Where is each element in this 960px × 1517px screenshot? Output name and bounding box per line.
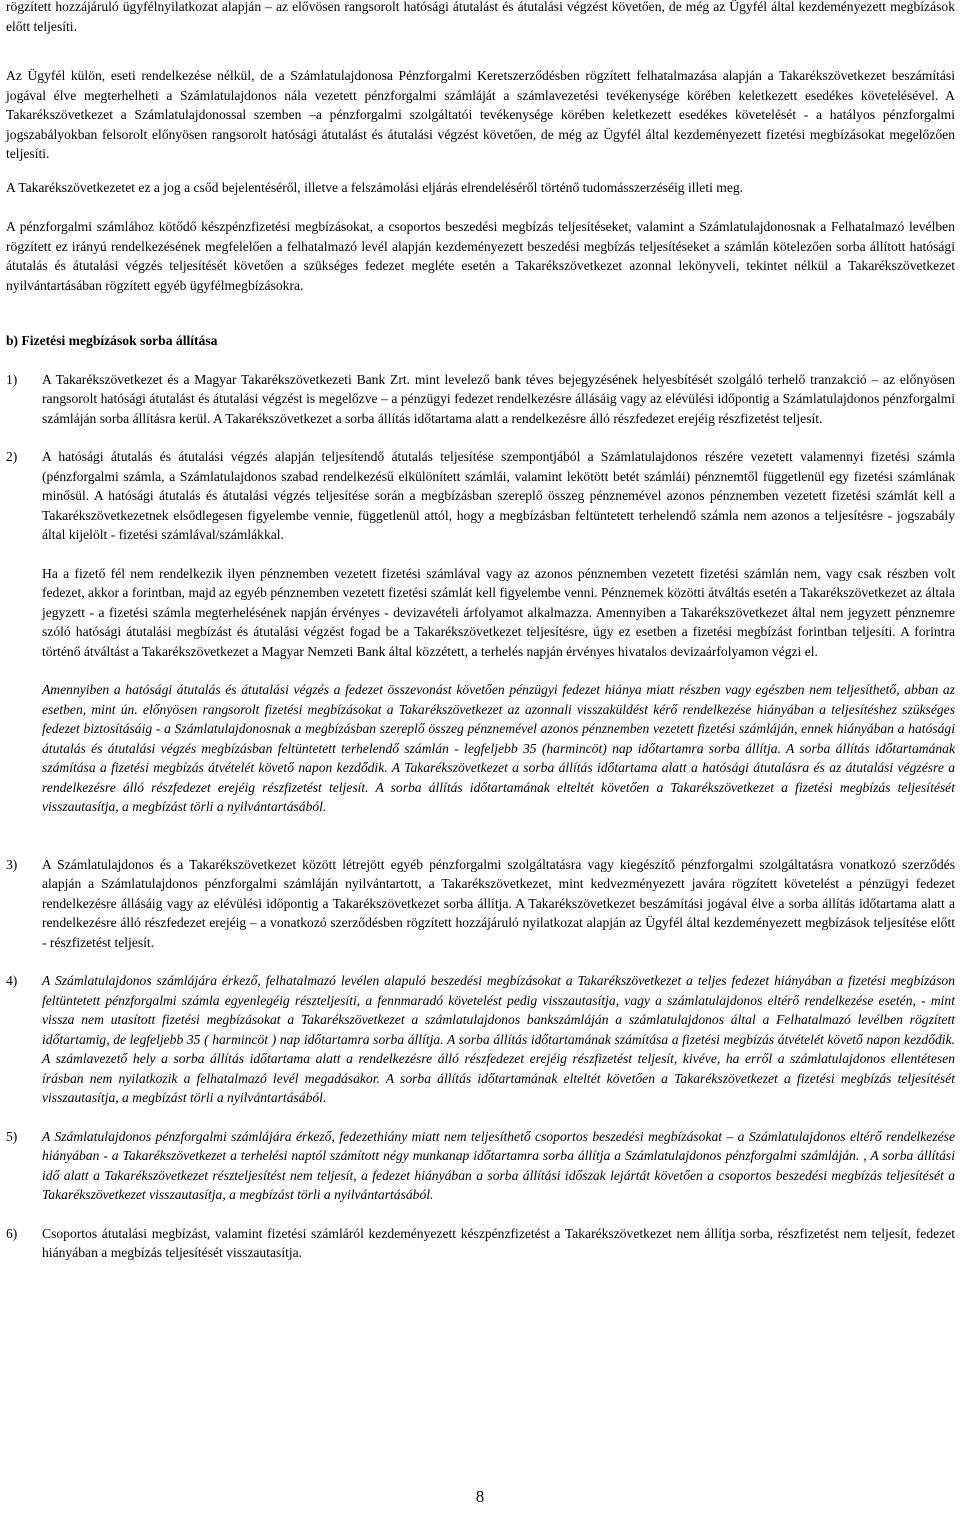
intro-continuation: rögzített hozzájáruló ügyfélnyilatkozat alapján – az elővösen rangsorolt hatósági átutalást és átutalási végzést követően, de még az Ügyfél által kezdeményezett megbízások előtt teljesíti. <box>6 0 955 34</box>
list-item-5 <box>6 1127 955 1205</box>
list-number: 4) <box>6 973 18 988</box>
list-text: A Számlatulajdonos számlájára érkező, felhatalmazó levélen alapuló beszedési megbízásokat a Takarékszövetkezet a teljes fedezet hiányában a fizetési megbízáson feltüntetett pénzforgalmi számla egyenlegéig részteljesíti, a fennmaradó követelést pedig visszautasítja, vagy a számlatulajdonos eltérő rendelkezése esetén, - mint vissza nem utasított fizetési megbízásokat a Takarékszövetkezet a számlatulajdonos bankszámláján a számlatulajdonos által a Felhatalmazó levélben rögzített időtartamig, de legfeljebb 35 ( harmincöt ) nap időtartamra sorba állítja. A sorba állítás időtartamának számítása a fizetési megbízás átvételét követő napon kezdődik. A számlavezető hely a sorba állítás időtartama alatt a rendelkezésre álló részfedezet erejéig részfizetést teljesít, kivéve, ha erről a számlatulajdonos ellentétesen írásban nem nyilatkozik a felhatalmazó levél megadásakor. A sorba állítás időtartamának elteltét követően a Takarékszövetkezet a fizetési megbízás teljesítését visszautasítja, a megbízást törli a nyilvántartásából. <box>42 973 955 1105</box>
list-number: 1) <box>6 371 18 387</box>
document-page <box>6 0 955 1263</box>
list-text: A Számlatulajdonos és a Takarékszövetkezet között létrejött egyéb pénzforgalmi szolgáltatásra vagy kiegészítő pénzforgalmi szolgáltatásra vonatkozó szerződés alapján a Számlatulajdonos pénzforgalmi számláján nyilvántartott, a Takarékszövetkezet, mint kedvezményezett javára rögzített követelést a pénzügyi fedezet rendelkezésre állásáig vagy az elévülési időpontig a Takarékszövetkezet sorba állítja. A Takarékszövetkezet beszámítási jogával élve a sorba állítás időtartama alatt a rendelkezésre álló részfedezet erejéig – a vonatkozó szerződésben rögzített hozzájáruló nyilatkozat alapján az Ügyfél által kezdeményezett megbízások teljesítése előtt - részfizetést teljesít. <box>42 856 955 950</box>
list-item-3 <box>6 855 955 953</box>
list-item-2-paragraph: Ha a fizető fél nem rendelkezik ilyen pénznemben vezetett fizetési számlával vagy az azonos pénznemben vezetett fizetési számlán nem, vagy csak részben volt fedezet, akkor a forintban, majd az egyéb pénznemben vezetett fizetési számlát kell figyelembe venni. Pénznemek közötti átváltás esetén a Takarékszövetkezet az általa jegyzett - a fizetési számla megterhelésének napján érvényes - devizavételi árfolyamot alkalmazza. Amennyiben a Takarékszövetkezet által nem jegyzett pénznemre szóló hatósági átutalási megbízást és átutalási végzést fogad be a Takarékszövetkezet teljesítésre, úgy ez esetben a fizetési megbízást forintban teljesíti. A forintra történő átváltást a Takarékszövetkezet a Magyar Nemzeti Bank által közzétett, a terhelés napján érvényes hivatalos devizaárfolyamon végzi el. <box>42 565 955 659</box>
list-item-2 <box>6 447 955 545</box>
list-text: A Takarékszövetkezet és a Magyar Takarékszövetkezeti Bank Zrt. mint levelező bank téves bejegyzésének helyesbítését szolgáló terhelő tranzakció – az előnyösen rangsorolt hatósági átutalást és átutalási végzést is megelőzve – a pénzügyi fedezet rendelkezésre állásáig vagy az elévülési időpontig a Számlatulajdonos pénzforgalmi számláján sorba állításra kerül. A Takarékszövetkezet a sorba állítás időtartama alatt a rendelkezésre álló részfedezet erejéig részfizetést teljesít. <box>42 371 955 426</box>
paragraph-bankruptcy: A Takarékszövetkezetet ez a jog a csőd bejelentéséről, illetve a felszámolási eljárás elrendeléséről történő tudomásszerzéséig illeti meg. <box>6 179 744 195</box>
list-text: A Számlatulajdonos pénzforgalmi számlájára érkező, fedezethiány miatt nem teljesíthető csoportos beszedési megbízásokat – a Számlatulajdonos eltérő rendelkezése hiányában - a Takarékszövetkezet a terhelési naptól számított négy munkanap időtartamra sorba állítja a Számlatulajdonos pénzforgalmi számláján. , A sorba állítási idő alatt a Takarékszövetkezet részteljesítést nem teljesít, a fedezet hiányában a sorba állítási időszak lejártát követően a csoportos beszedési megbízás teljesítését a Takarékszövetkezet visszautasítja, a megbízást törli a nyilvántartásából. <box>42 1128 955 1202</box>
list-item-4 <box>6 971 955 1108</box>
list-number: 6) <box>6 1225 18 1241</box>
list-number: 2) <box>6 449 18 464</box>
list-text: Csoportos átutalási megbízást, valamint fizetési számláról kezdeményezett készpénzfizetést a Takarékszövetkezet nem állítja sorba, részfizetést nem teljesít, fedezet hiányában a megbízás teljesítését visszautasítja. <box>42 1225 955 1260</box>
list-number: 5) <box>6 1128 18 1144</box>
paragraph-offset-rights: Az Ügyfél külön, eseti rendelkezése nélkül, de a Számlatulajdonosa Pénzforgalmi Keretszerződésben rögzített felhatalmazása alapján a Takarékszövetkezet beszámítási jogával élve megterhelheti a Számlatulajdonos nála vezetett pénzforgalmi számláját a számlavezetési tevékenysége körében keletkezett esedékes követelésével. A Takarékszövetkezet a Számlatulajdonossal szemben –a pénzforgalmi szolgáltatói tevékenysége körében keletkezett esedékes követelését - a hatályos pénzforgalmi jogszabályokban felsorolt előnyösen rangsorolt hatósági átutalást és átutalási végzést követően, de még az Ügyfél által kezdeményezett fizetési megbízásokat megelőzően teljesíti. <box>6 68 955 161</box>
paragraph-cash-orders: A pénzforgalmi számlához kötődő készpénzfizetési megbízásokat, a csoportos beszedési megbízás teljesítéseket, valamint a Számlatulajdonosnak a Felhatalmazó levélben rögzített ez irányú rendelkezésének megfelelően a felhatalmazó levél alapján kezdeményezett beszedési megbízás teljesítéseket a számlán kötelezően sorba állított hatósági átutalás és átutalási végzés teljesítését követően a szükséges fedezet megléte esetén a Takarékszövetkezet azonnal lekönyveli, tekintet nélkül a Takarékszövetkezet nyilvántartásában rögzített egyéb ügyfélmegbízásokra. <box>6 219 955 293</box>
list-item-2-italic-paragraph: Amennyiben a hatósági átutalás és átutalási végzés a fedezet összevonást követően pénzügyi fedezet hiánya miatt részben vagy egészben nem teljesíthető, abban az esetben, mint ún. előnyösen rangsorolt fizetési megbízásokat a Takarékszövetkezet az azonnali visszaküldést kérő rendelkezése hiányában a teljesítéshez szükséges fedezet biztosításáig - a Számlatulajdonosnak a megbízásban szereplő összeg pénznemével azonos pénznemben vezetett fizetési számláján, ennek hiányában a hatósági átutalás és átutalási végzés megbízásban feltüntetett terhelendő számlán - legfeljebb 35 (harmincöt) nap időtartamra sorba állítja. A sorba állítás időtartamának számítása a fizetési megbízás átvételét követő napon kezdődik. A Takarékszövetkezet a sorba állítás időtartama alatt a hatósági átutalásra és az átutalási végzésre a rendelkezésre álló részfedezet erejéig részfizetést teljesít. A sorba állítás időtartamának elteltét követően a Takarékszövetkezet a fizetési megbízás teljesítését visszautasítja, a megbízást törli a nyilvántartásából. <box>42 682 955 814</box>
section-heading: b) Fizetési megbízások sorba állítása <box>6 333 218 348</box>
list-number: 3) <box>6 856 18 872</box>
list-text: A hatósági átutalás és átutalási végzés alapján teljesítendő átutalás teljesítése szempontjából a Számlatulajdonos részére vezetett valamennyi fizetési számla (pénzforgalmi számla, a Számlatulajdonos szabad rendelkezésű elkülönített számlái, valamint lekötött betét számlái) pénznemtől függetlenül egy fizetési számlának minősül. A hatósági átutalás és átutalási végzés teljesítése során a megbízásban szereplő összeg pénznemével azonos pénznemben vezetett fizetési számlát kell a Takarékszövetkezetnek elsődlegesen figyelembe vennie, függetlenül attól, hogy a megbízásban feltüntetett terhelendő számla nem azonos a teljesítésre - jogszabály által kijelölt - fizetési számlával/számlákkal. <box>42 449 955 542</box>
list-item-1 <box>6 370 955 429</box>
list-item-6 <box>6 1224 955 1263</box>
page-number: 8 <box>475 1487 485 1506</box>
